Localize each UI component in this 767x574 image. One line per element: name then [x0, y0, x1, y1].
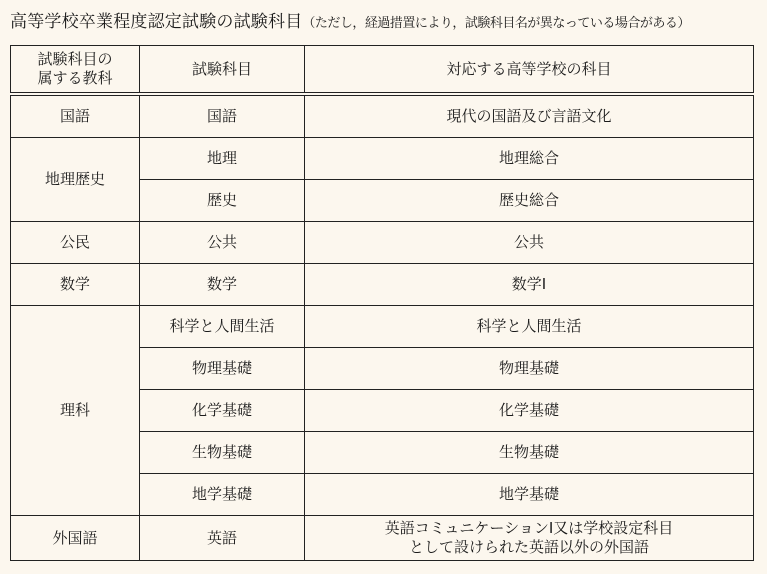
page-title: [10, 10, 760, 36]
exam-subject-cell: 数学: [140, 264, 305, 306]
hs-subject-cell: 歴史総合: [305, 180, 754, 222]
title-note: （ただし，経過措置により，試験科目名が異なっている場合がある）: [302, 16, 690, 31]
exam-subject-cell: 国語: [140, 94, 305, 138]
subject-area-cell: 地理歴史: [11, 138, 140, 222]
hs-subject-cell: 地学基礎: [305, 474, 754, 516]
hs-subject-cell: 地理総合: [305, 138, 754, 180]
subject-area-cell: 数学: [11, 264, 140, 306]
exam-subjects-table: [10, 45, 754, 561]
exam-subject-cell: 物理基礎: [140, 348, 305, 390]
table-row: [11, 94, 754, 138]
header-subject-area-line1: 試験科目の: [37, 50, 113, 68]
subject-area-cell: 国語: [11, 94, 140, 138]
header-subject-area-line2: 属する教科: [37, 69, 113, 87]
header-row: [11, 46, 754, 95]
hs-subject-line1: 英語コミュニケーションⅠ又は学校設定科目: [384, 519, 674, 537]
table-row: [11, 138, 754, 180]
exam-subject-cell: 化学基礎: [140, 390, 305, 432]
header-subject-area: [11, 46, 140, 95]
hs-subject-cell: 現代の国語及び言語文化: [305, 94, 754, 138]
hs-subject-cell: 生物基礎: [305, 432, 754, 474]
exam-subject-cell: 英語: [140, 516, 305, 561]
table-row: [11, 222, 754, 264]
exam-subject-cell: 科学と人間生活: [140, 306, 305, 348]
hs-subject-line2: として設けられた英語以外の外国語: [408, 538, 649, 556]
subject-area-cell: 理科: [11, 306, 140, 516]
exam-subject-cell: 公共: [140, 222, 305, 264]
header-hs-subject: 対応する高等学校の科目: [305, 46, 754, 95]
hs-subject-cell: 数学Ⅰ: [305, 264, 754, 306]
subject-area-cell: 外国語: [11, 516, 140, 561]
exam-subject-cell: 地学基礎: [140, 474, 305, 516]
exam-subject-cell: 歴史: [140, 180, 305, 222]
subject-area-cell: 公民: [11, 222, 140, 264]
exam-subject-cell: 生物基礎: [140, 432, 305, 474]
table-row: [11, 516, 754, 561]
hs-subject-cell: 化学基礎: [305, 390, 754, 432]
header-exam-subject: 試験科目: [140, 46, 305, 95]
exam-subject-cell: 地理: [140, 138, 305, 180]
hs-subject-cell: 科学と人間生活: [305, 306, 754, 348]
hs-subject-cell: [305, 516, 754, 561]
table-row: [11, 264, 754, 306]
table-row: [11, 306, 754, 348]
title-main: 高等学校卒業程度認定試験の試験科目: [10, 12, 303, 32]
hs-subject-cell: 物理基礎: [305, 348, 754, 390]
hs-subject-cell: 公共: [305, 222, 754, 264]
